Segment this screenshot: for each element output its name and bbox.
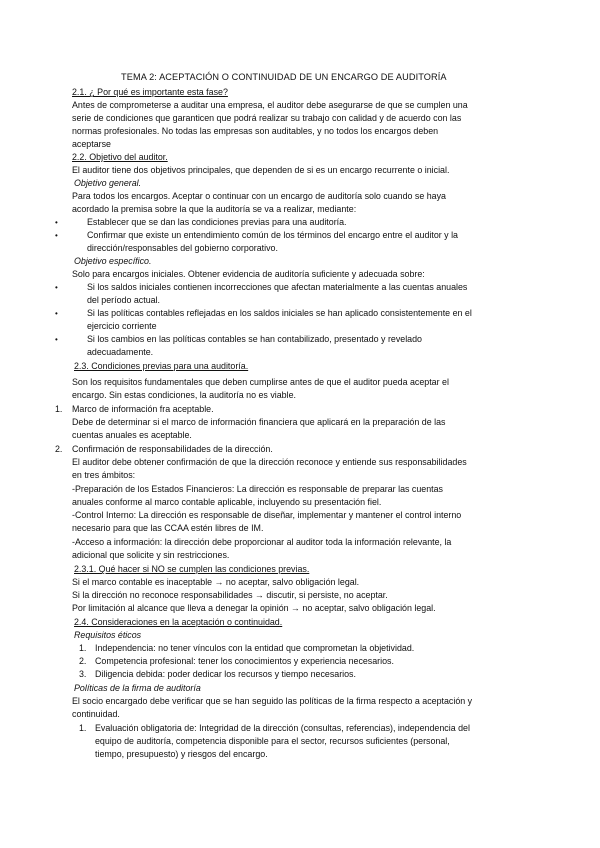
list-number: 1.: [79, 723, 87, 733]
list-item-text: Si los cambios en las políticas contables se han contabilizado, presentado y revelado: [87, 334, 422, 344]
paragraph-line: en tres ámbitos:: [72, 470, 136, 480]
paragraph-line: -Control Interno: La dirección es responsable de diseñar, implementar y mantener el control interno: [72, 510, 462, 520]
paragraph-line: dirección/responsables del gobierno corporativo.: [87, 243, 278, 253]
paragraph-line: acordado la premisa sobre la que la auditoría se va a realizar, mediante:: [72, 204, 357, 214]
list-item-text: Establecer que se dan las condiciones previas para una auditoría.: [87, 217, 347, 227]
section-heading: 2.4. Consideraciones en la aceptación o continuidad.: [74, 617, 283, 627]
subsection-heading: Objetivo específico.: [74, 256, 152, 266]
paragraph-line: continuidad.: [72, 709, 120, 719]
bullet-marker: •: [55, 283, 58, 292]
paragraph-line: El auditor tiene dos objetivos principales, que dependen de si es un encargo recurrente o inicial.: [72, 165, 450, 175]
paragraph-line: serie de condiciones que garanticen que podrá realizar su trabajo con calidad y de acuerdo con las: [72, 113, 462, 123]
subsection-heading: Requisitos éticos: [74, 630, 142, 640]
paragraph-line: encargo. Sin estas condiciones, la auditoría no es viable.: [72, 390, 296, 400]
paragraph-line: cuentas anuales es aceptable.: [72, 430, 192, 440]
paragraph-line: aceptarse: [72, 139, 111, 149]
paragraph-line: Son los requisitos fundamentales que deben cumplirse antes de que el auditor pueda aceptar el: [72, 377, 449, 387]
paragraph-line: necesario para que las CCAA estén libres de IM.: [72, 523, 264, 533]
list-item-text: Si los saldos iniciales contienen incorrecciones que afectan materialmente a las cuentas anuales: [87, 282, 468, 292]
bullet-marker: •: [55, 309, 58, 318]
paragraph-line: adecuadamente.: [87, 347, 154, 357]
paragraph-line: adicional que solicite y sin restricciones.: [72, 550, 230, 560]
paragraph-line: El auditor debe obtener confirmación de que la dirección reconoce y entiende sus responsabilidades: [72, 457, 467, 467]
paragraph-line: Si el marco contable es inaceptable → no aceptar, salvo obligación legal.: [72, 577, 360, 587]
section-heading: 2.2. Objetivo del auditor.: [72, 152, 168, 162]
paragraph-line: Antes de comprometerse a auditar una empresa, el auditor debe asegurarse de que se cumplen una: [72, 100, 468, 110]
paragraph-line: Solo para encargos iniciales. Obtener evidencia de auditoría suficiente y adecuada sobre:: [72, 269, 425, 279]
page-title: TEMA 2: ACEPTACIÓN O CONTINUIDAD DE UN ENCARGO DE AUDITORÍA: [121, 72, 447, 82]
list-item-text: Independencia: no tener vínculos con la entidad que comprometan la objetividad.: [95, 643, 415, 653]
bullet-marker: •: [55, 218, 58, 227]
list-item-text: Confirmar que existe un entendimiento común de los términos del encargo entre el auditor y la: [87, 230, 458, 240]
section-heading: 2.1. ¿ Por qué es importante esta fase?: [72, 87, 228, 97]
paragraph-line: El socio encargado debe verificar que se han seguido las políticas de la firma respecto a aceptación y: [72, 696, 473, 706]
list-number: 3.: [79, 669, 87, 679]
paragraph-line: Si la dirección no reconoce responsabilidades → discutir, si persiste, no aceptar.: [72, 590, 388, 600]
list-number: 1.: [55, 404, 63, 414]
paragraph-line: -Acceso a información: la dirección debe proporcionar al auditor toda la información relevante, la: [72, 537, 452, 547]
bullet-marker: •: [55, 335, 58, 344]
paragraph-line: tiempo, presupuesto) y riesgos del encargo.: [95, 749, 268, 759]
section-heading: 2.3. Condiciones previas para una auditoría.: [74, 361, 249, 371]
list-item-text: Evaluación obligatoria de: Integridad de la dirección (consultas, referencias), independencia del: [95, 723, 470, 733]
paragraph-line: Por limitación al alcance que lleva a denegar la opinión → no aceptar, salvo obligación legal.: [72, 603, 436, 613]
list-number: 2.: [55, 444, 63, 454]
paragraph-line: Debe de determinar si el marco de información financiera que aplicará en la preparación de las: [72, 417, 446, 427]
list-number: 1.: [79, 643, 87, 653]
list-number: 2.: [79, 656, 87, 666]
paragraph-line: equipo de auditoría, competencia disponible para el sector, recursos suficientes (personal,: [95, 736, 450, 746]
list-item-text: Marco de información fra aceptable.: [72, 404, 214, 414]
list-item-text: Si las políticas contables reflejadas en los saldos iniciales se han aplicado consistentemente en el: [87, 308, 472, 318]
list-item-text: Diligencia debida: poder dedicar los recursos y tiempo necesarios.: [95, 669, 356, 679]
paragraph-line: anuales conforme al marco contable aplicable, incluyendo su presentación fiel.: [72, 497, 382, 507]
paragraph-line: Para todos los encargos. Aceptar o continuar con un encargo de auditoría solo cuando se haya: [72, 191, 446, 201]
section-heading: 2.3.1. Qué hacer si NO se cumplen las condiciones previas.: [74, 564, 310, 574]
list-item-text: Competencia profesional: tener los conocimientos y experiencia necesarios.: [95, 656, 394, 666]
paragraph-line: -Preparación de los Estados Financieros: La dirección es responsable de preparar las cuentas: [72, 484, 443, 494]
paragraph-line: del período actual.: [87, 295, 161, 305]
bullet-marker: •: [55, 231, 58, 240]
paragraph-line: ejercicio corriente: [87, 321, 157, 331]
subsection-heading: Políticas de la firma de auditoría: [74, 683, 201, 693]
paragraph-line: normas profesionales. No todas las empresas son auditables, y no todos los encargos deben: [72, 126, 439, 136]
list-item-text: Confirmación de responsabilidades de la dirección.: [72, 444, 273, 454]
subsection-heading: Objetivo general.: [74, 178, 142, 188]
